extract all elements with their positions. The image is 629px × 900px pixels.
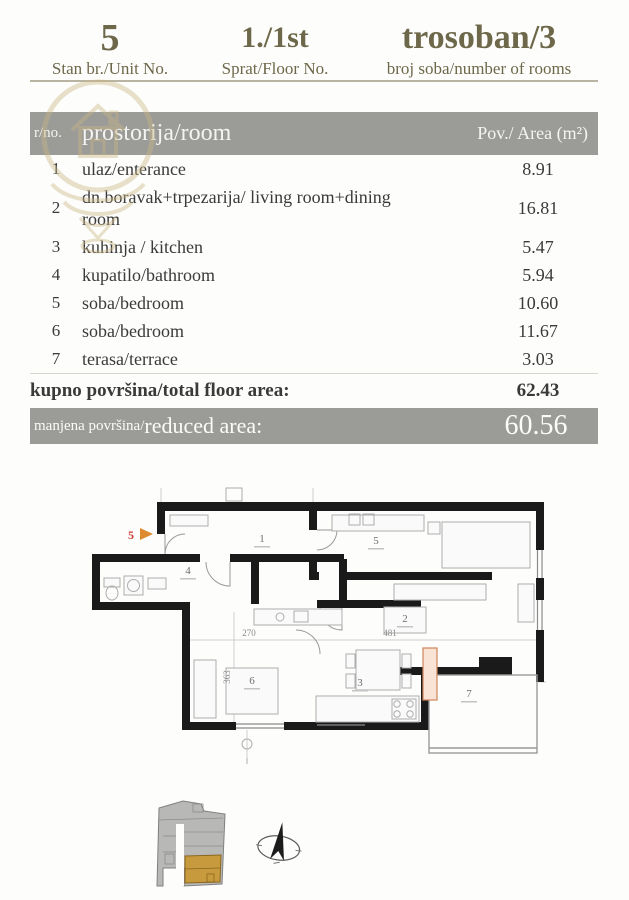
table-header bbox=[30, 112, 598, 155]
entry-marker-number: 5 bbox=[128, 528, 134, 542]
row-room-name: kuhinja / kitchen bbox=[82, 237, 203, 257]
room-label-1: 1 bbox=[259, 533, 265, 545]
room-count-value: trosoban/3 bbox=[401, 19, 557, 56]
dim-481: 481 bbox=[383, 628, 397, 638]
row-room-name: ulaz/enterance bbox=[82, 159, 186, 179]
row-number: 1 bbox=[51, 159, 61, 178]
row-room-name: terasa/terrace bbox=[82, 349, 178, 369]
row-area-value: 10.60 bbox=[517, 292, 559, 313]
unit-number-value: 5 bbox=[100, 17, 120, 59]
reduced-area-value: 60.56 bbox=[504, 410, 568, 441]
row-room-name: soba/bedroom bbox=[82, 321, 184, 341]
floor-number-label: Sprat/Floor No. bbox=[221, 59, 329, 78]
row-room-name: soba/bedroom bbox=[82, 293, 184, 313]
room-label-3: 3 bbox=[357, 677, 363, 689]
room-label-6: 6 bbox=[249, 675, 255, 687]
row-number: 7 bbox=[51, 349, 61, 368]
room-label-2: 2 bbox=[402, 613, 408, 625]
room-label-7: 7 bbox=[466, 688, 472, 700]
rooms-table bbox=[30, 112, 598, 444]
dim-363: 363 bbox=[222, 670, 232, 684]
row-area-value: 5.47 bbox=[522, 236, 554, 257]
highlighted-shaft bbox=[423, 648, 437, 700]
table-row bbox=[30, 261, 598, 289]
row-number: 3 bbox=[51, 237, 61, 256]
dim-270: 270 bbox=[242, 628, 256, 638]
row-area-value: 8.91 bbox=[522, 158, 554, 179]
table-row bbox=[30, 345, 598, 373]
entry-marker bbox=[128, 528, 153, 542]
entry-arrow-icon bbox=[140, 528, 153, 540]
table-row bbox=[30, 183, 598, 233]
table-row bbox=[30, 233, 598, 261]
row-room-name: dn.boravak+trpezarija/ living room+dining room bbox=[82, 187, 391, 229]
total-area-value: 62.43 bbox=[516, 380, 560, 401]
reduced-area-row bbox=[30, 408, 598, 444]
row-area-value: 3.03 bbox=[522, 348, 554, 369]
north-arrow-icon bbox=[270, 821, 289, 861]
north-arrow-compass bbox=[246, 812, 312, 878]
col-header-number: r/no. bbox=[34, 125, 62, 141]
floor-plan-drawing bbox=[84, 482, 546, 776]
row-room-name: kupatilo/bathroom bbox=[82, 265, 215, 285]
total-area-label: kupno površina/total floor area: bbox=[30, 380, 290, 401]
row-number: 4 bbox=[51, 265, 61, 284]
floor-number-value: 1./1st bbox=[241, 21, 309, 54]
reduced-area-label-sr: manjena površina/ bbox=[34, 417, 145, 434]
table-row bbox=[30, 317, 598, 345]
table-row bbox=[30, 155, 598, 183]
room-label-4: 4 bbox=[185, 565, 191, 577]
col-header-room: prostorija/room bbox=[82, 120, 232, 146]
room-count-label: broj soba/number of rooms bbox=[386, 59, 572, 78]
table-row bbox=[30, 289, 598, 317]
row-area-value: 11.67 bbox=[518, 320, 558, 341]
row-number: 2 bbox=[51, 198, 61, 217]
total-area-row bbox=[30, 373, 598, 408]
floor-number-block bbox=[190, 10, 360, 80]
row-number: 6 bbox=[51, 321, 61, 340]
row-number: 5 bbox=[51, 293, 61, 312]
unit-number-label: Stan br./Unit No. bbox=[51, 59, 169, 78]
room-label-5: 5 bbox=[373, 535, 379, 547]
page-header bbox=[30, 10, 598, 82]
row-area-value: 16.81 bbox=[517, 197, 559, 218]
col-header-area: Pov./ Area (m²) bbox=[477, 123, 588, 143]
row-area-value: 5.94 bbox=[522, 264, 554, 285]
room-count-block bbox=[360, 10, 598, 80]
building-key-plan bbox=[149, 796, 235, 894]
reduced-area-label-en: reduced area: bbox=[144, 413, 263, 438]
unit-number-block bbox=[30, 10, 190, 80]
